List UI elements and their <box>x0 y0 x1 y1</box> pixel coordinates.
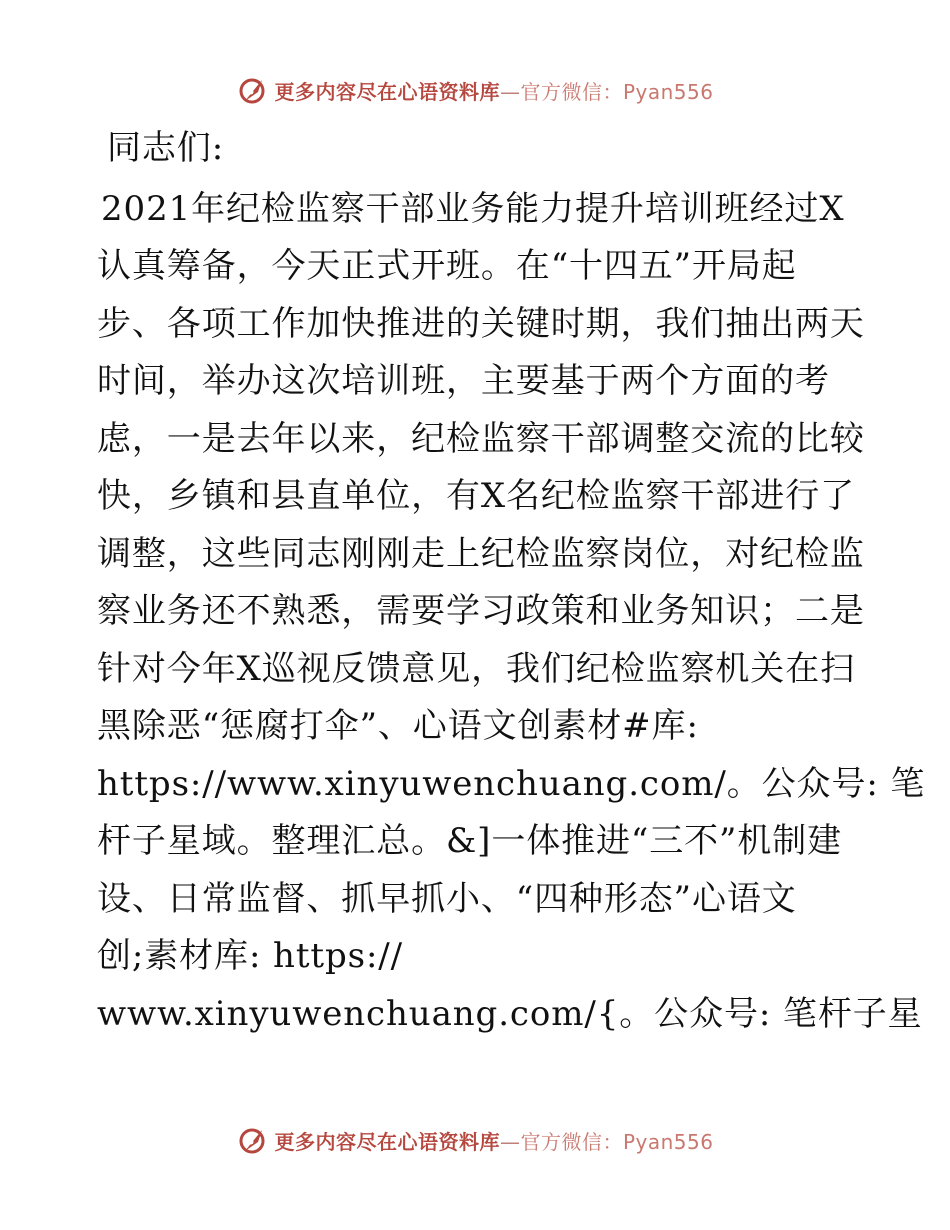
paragraph-line: 调整，这些同志刚刚走上纪检监察岗位，对纪检监 <box>97 533 865 574</box>
paragraph-line: 2021年纪检监察干部业务能力提升培训班经过X <box>101 188 845 229</box>
paragraph-line: 设、日常监督、抓早抓小、“四种形态”心语文 <box>97 878 797 919</box>
paragraph-line: 杆子星域。整理汇总。&]一体推进“三不”机制建 <box>97 821 842 861</box>
paragraph-line: 虑，一是去年以来，纪检监察干部调整交流的比较 <box>97 418 865 459</box>
feather-pen-circle-icon <box>236 1124 268 1156</box>
watermark-text: 更多内容尽在心语资料库—官方微信：Pyan556 <box>274 1129 714 1154</box>
paragraph-line: 针对今年X巡视反馈意见，我们纪检监察机关在扫 <box>97 648 856 689</box>
footer-watermark-banner <box>0 1120 950 1160</box>
paragraph-line: 创;素材库: https:// <box>97 936 404 976</box>
paragraph-line: 察业务还不熟悉，需要学习政策和业务知识；二是 <box>97 591 865 631</box>
paragraph-line: 认真筹备，今天正式开班。在“十四五”开局起 <box>97 246 797 286</box>
feather-pen-circle-icon <box>236 74 268 106</box>
document-body <box>97 120 926 1043</box>
paragraph-line: https://www.xinyuwenchuang.com/。公众号: 笔 <box>97 763 926 804</box>
header-watermark-banner <box>0 70 950 110</box>
watermark-text: 更多内容尽在心语资料库—官方微信：Pyan556 <box>274 79 714 104</box>
paragraph-line: 黑除恶“惩腐打伞”、心语文创素材#库: <box>97 706 699 746</box>
paragraph-line: 时间，举办这次培训班，主要基于两个方面的考 <box>97 361 830 401</box>
paragraph-line: 步、各项工作加快推进的关键时期，我们抽出两天 <box>97 303 865 344</box>
paragraph-line: 快，乡镇和县直单位，有X名纪检监察干部进行了 <box>97 476 856 516</box>
greeting: 同志们: <box>107 128 225 168</box>
paragraph-line: www.xinyuwenchuang.com/{。公众号: 笔杆子星 <box>97 993 923 1034</box>
